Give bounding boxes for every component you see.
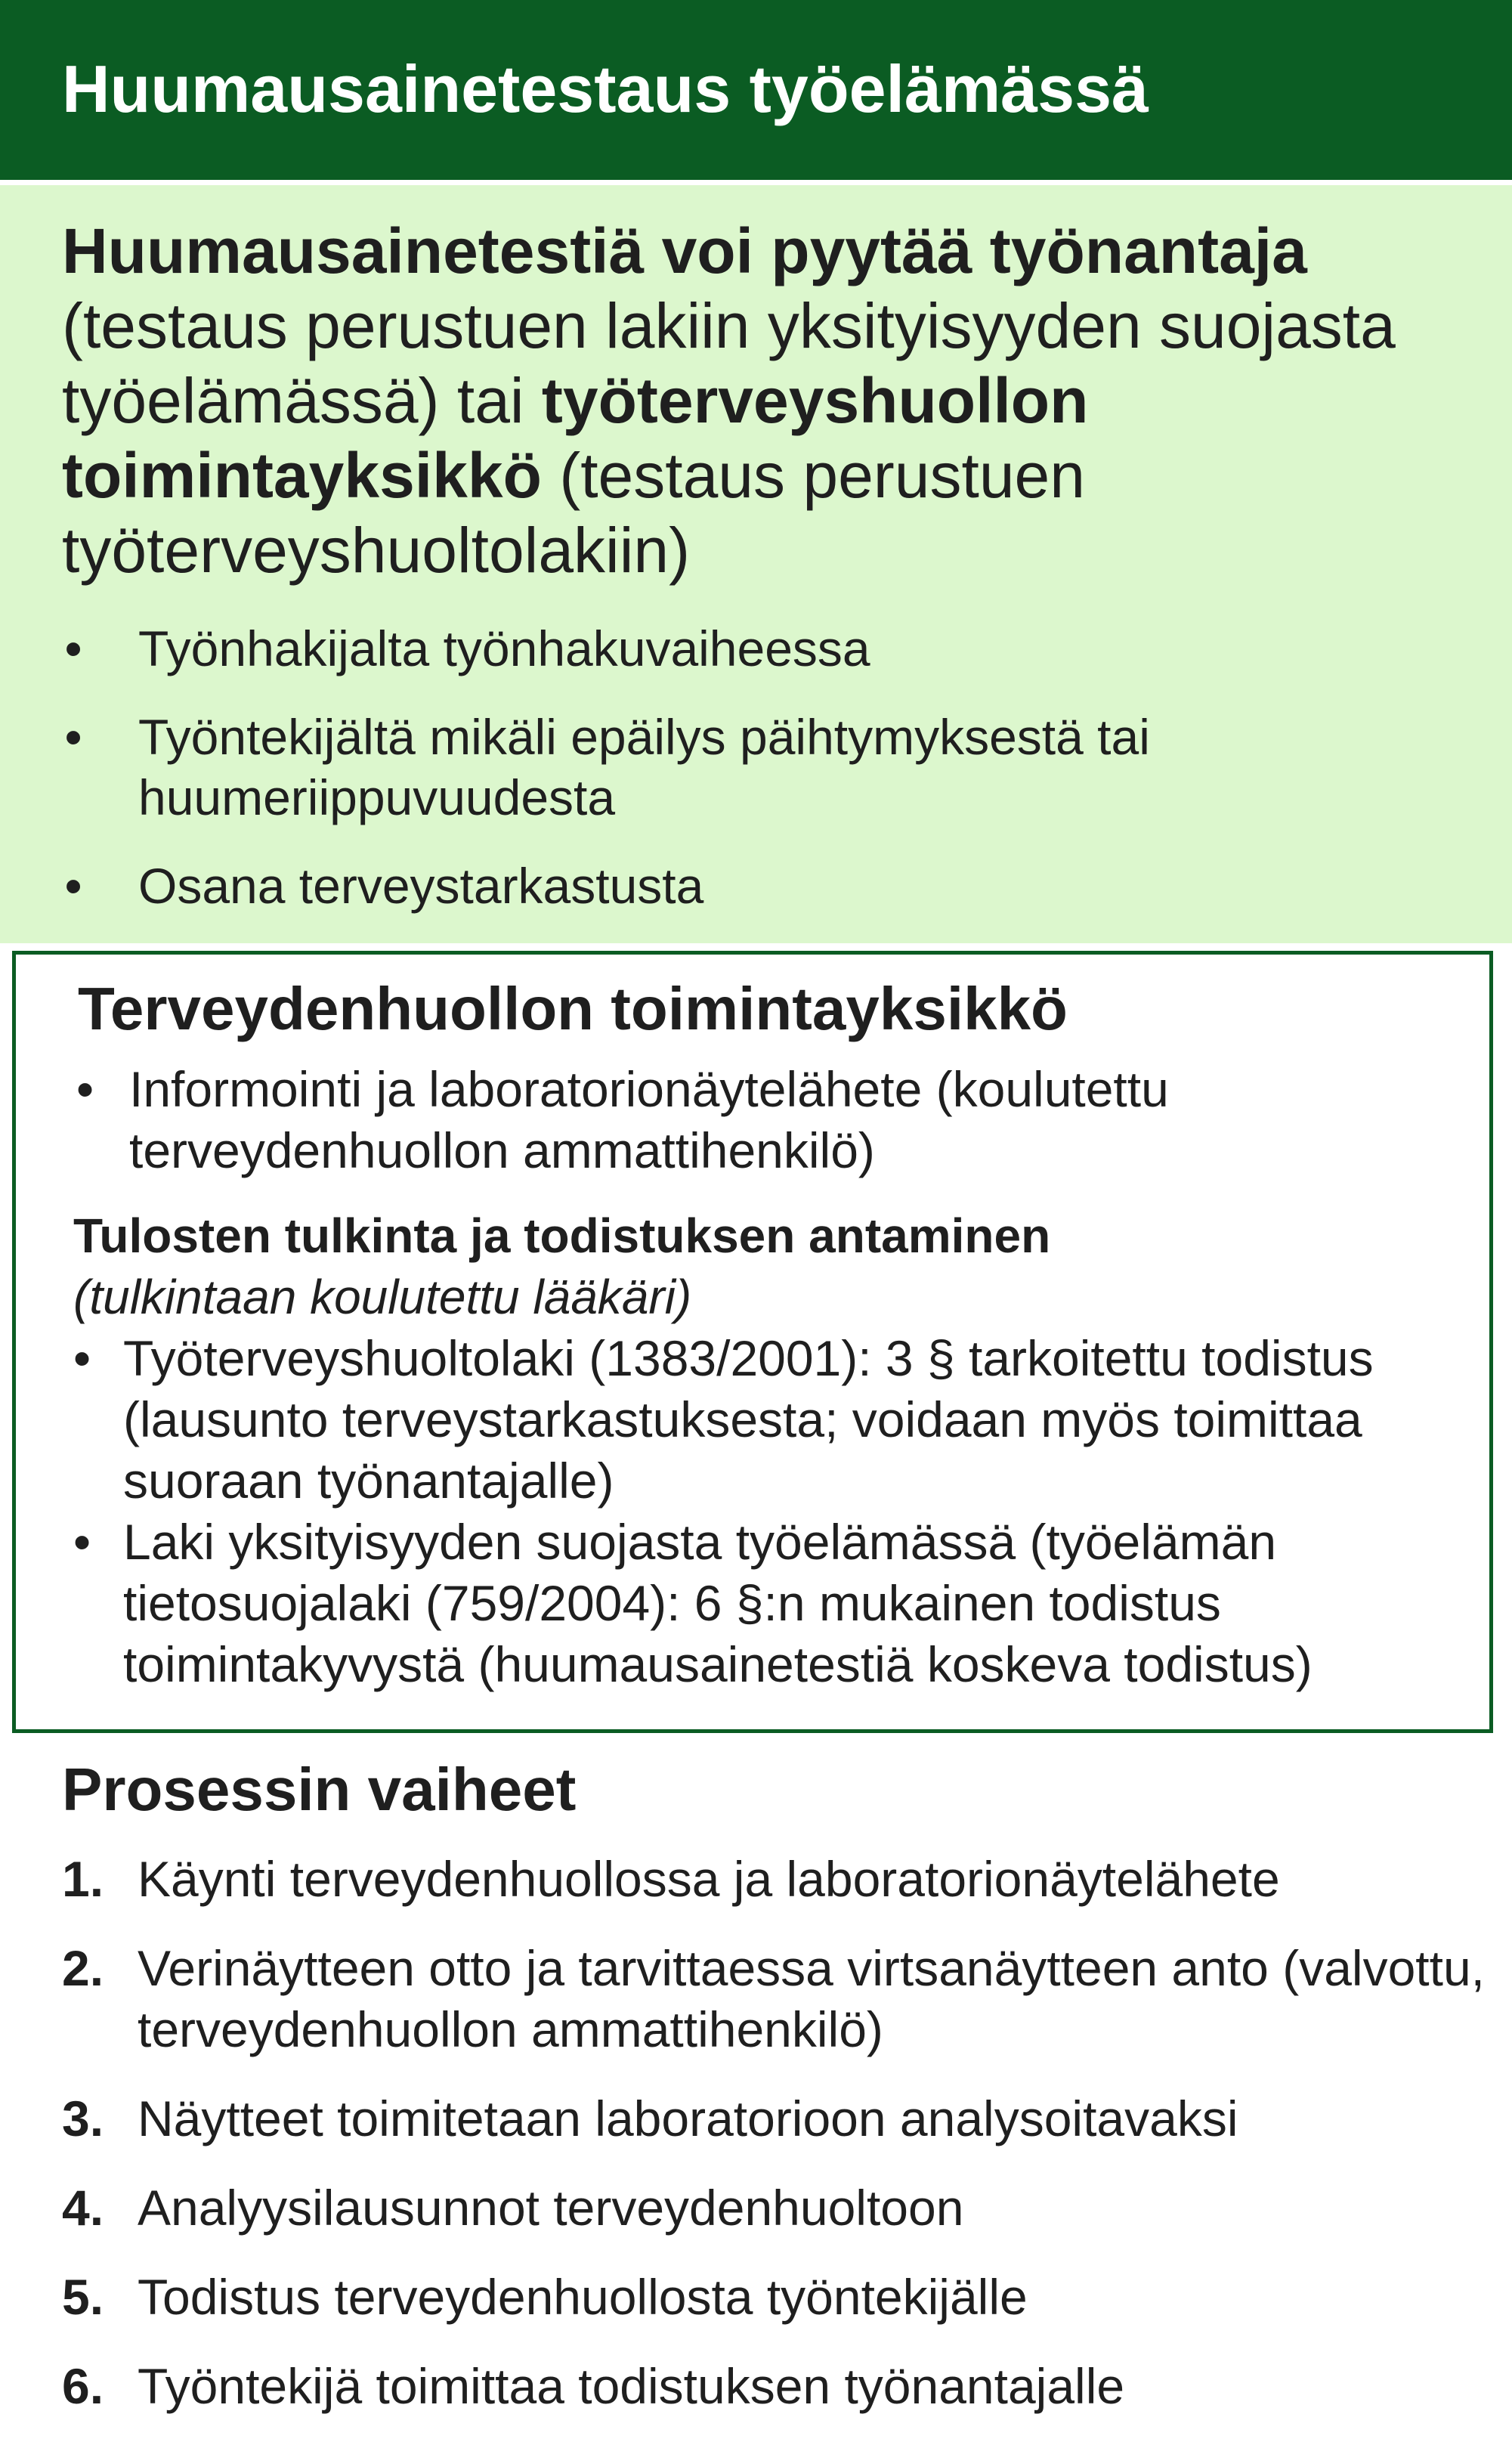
intro-paragraph xyxy=(62,214,1482,588)
step-item xyxy=(62,2177,1498,2239)
bullet-icon: • xyxy=(76,1061,94,1117)
health-unit-box xyxy=(12,951,1493,1733)
list-item xyxy=(62,618,1482,679)
intro-bold-unit: työterveyshuollon toimintayksikkö xyxy=(62,365,1089,511)
bullet-icon: • xyxy=(73,1330,91,1386)
step-item xyxy=(62,1849,1498,1910)
process-section xyxy=(62,1753,1498,2445)
step-item xyxy=(62,1938,1498,2060)
bullet-icon: • xyxy=(64,621,82,676)
step-number: 4. xyxy=(62,2180,104,2236)
step-text: Analyysilausunnot terveydenhuoltoon xyxy=(138,2180,964,2236)
process-steps xyxy=(62,1849,1498,2417)
bullet-icon: • xyxy=(73,1514,91,1570)
step-number: 5. xyxy=(62,2269,104,2325)
list-item-text: Työntekijältä mikäli epäilys päihtymyksestä tai huumeriippuvuudesta xyxy=(138,709,1150,825)
step-item xyxy=(62,2356,1498,2417)
list-item-text: Informointi ja laboratorionäytelähete (koulutettu terveydenhuollon ammattihenkilö) xyxy=(129,1061,1169,1178)
step-number: 2. xyxy=(62,1940,104,1996)
intro-panel xyxy=(0,185,1512,943)
list-item-text: Työterveyshuoltolaki (1383/2001): 3 § tarkoitettu todistus (lausunto terveystarkastuksesta; voidaan myös toimittaa suoraan työnantajalle) xyxy=(123,1330,1374,1509)
health-unit-title: Terveydenhuollon toimintayksikkö xyxy=(78,975,1068,1042)
intro-bullet-list xyxy=(62,618,1482,916)
intro-text-2: (testaus perustuen työterveyshuoltolakiin) xyxy=(62,440,1085,586)
bullet-icon: • xyxy=(64,858,82,914)
list-item xyxy=(62,707,1482,828)
list-item-text: Osana terveystarkastusta xyxy=(138,858,704,914)
step-text: Käynti terveydenhuollossa ja laboratorionäytelähete xyxy=(138,1851,1280,1907)
process-title: Prosessin vaiheet xyxy=(62,1756,577,1823)
intro-bold-employer: Huumausainetestiä voi pyytää työnantaja xyxy=(62,215,1307,286)
step-number: 1. xyxy=(62,1851,104,1907)
step-number: 3. xyxy=(62,2091,104,2146)
page-header xyxy=(0,0,1512,180)
intro-text-1: (testaus perustuen lakiin yksityisyyden suojasta työelämässä) tai xyxy=(62,290,1396,436)
bullet-icon: • xyxy=(64,709,82,765)
step-text: Työntekijä toimittaa todistuksen työnantajalle xyxy=(138,2358,1125,2414)
results-subheading: Tulosten tulkinta ja todistuksen antaminen xyxy=(73,1209,1051,1263)
step-text: Näytteet toimitetaan laboratorioon analysoitavaksi xyxy=(138,2091,1238,2146)
step-item xyxy=(62,2088,1498,2149)
list-item xyxy=(61,1512,1467,1695)
list-item xyxy=(61,1059,1467,1181)
list-item xyxy=(62,856,1482,916)
step-item xyxy=(62,2267,1498,2328)
list-item-text: Työnhakijalta työnhakuvaiheessa xyxy=(138,621,870,676)
step-text: Verinäytteen otto ja tarvittaessa virtsanäytteen anto (valvottu, terveydenhuollon ammattihenkilö) xyxy=(138,1940,1485,2057)
page-title: Huumausainetestaus työelämässä xyxy=(62,51,1149,126)
results-subheading-note: (tulkintaan koulutettu lääkäri) xyxy=(73,1270,692,1324)
list-item xyxy=(61,1328,1467,1512)
list-item-text: Laki yksityisyyden suojasta työelämässä (työelämän tietosuojalaki (759/2004): 6 §:n mukainen todistus toimintakyvystä (huumausainetestiä koskeva todistus) xyxy=(123,1514,1313,1692)
certificate-list xyxy=(61,1328,1467,1695)
health-unit-list xyxy=(61,1059,1467,1181)
step-number: 6. xyxy=(62,2358,104,2414)
step-text: Todistus terveydenhuollosta työntekijälle xyxy=(138,2269,1028,2325)
